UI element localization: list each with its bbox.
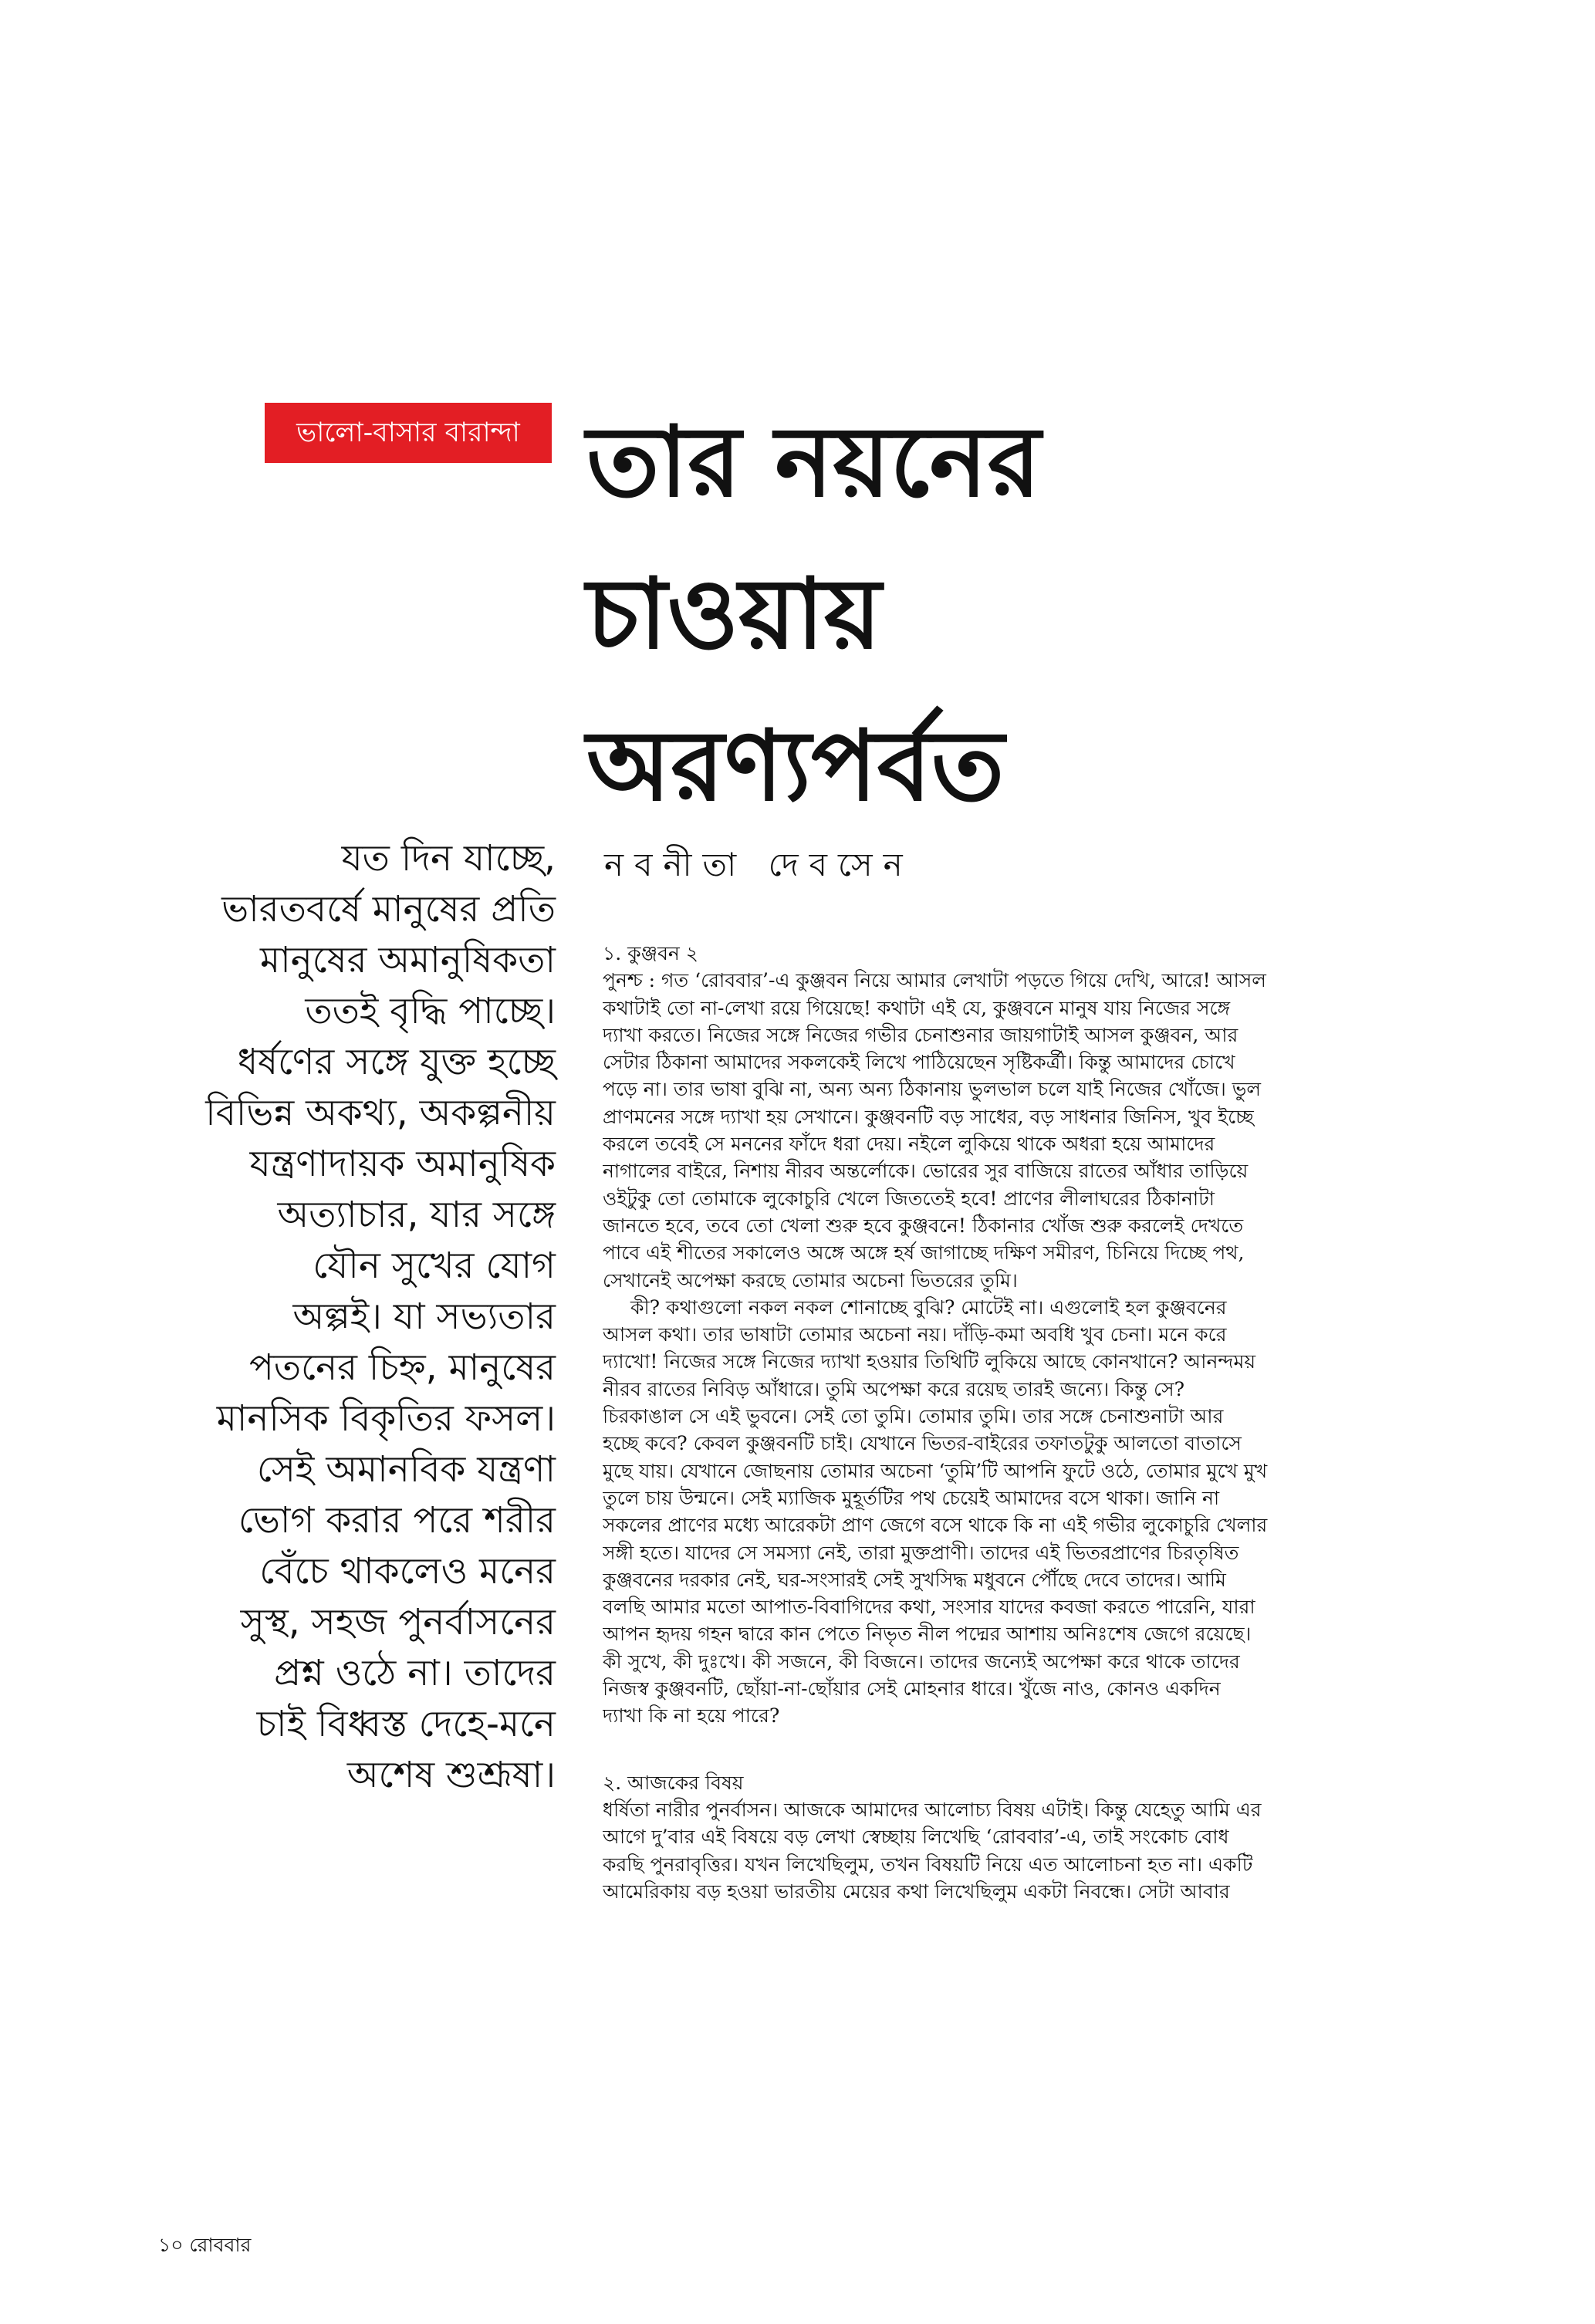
text-line: কুঞ্জবনের দরকার নেই, ঘর-সংসারই সেই সুখসিদ্ধ মধুবনে পৌঁছে দেবে তাদের। আমি [603,1568,1226,1591]
pull-quote-line: মানুষের অমানুষিকতা [260,939,556,981]
text-line: কথাটাই তো না-লেখা রয়ে গিয়েছে! কথাটা এই যে, কুঞ্জবনে মানুষ যায় নিজের সঙ্গে [603,996,1231,1019]
text-line: দ্যাখো! নিজের সঙ্গে নিজের দ্যাখা হওয়ার তিথিটি লুকিয়ে আছে কোনখানে? আনন্দময় [603,1350,1256,1373]
text-line: আপন হৃদয় গহন দ্বারে কান পেতে নিভৃত নীল পদ্মের আশায় অনিঃশেষ জেগে রয়েছে। [603,1623,1252,1646]
pull-quote-line: অত্যাচার, যার সঙ্গে [277,1194,556,1236]
text-line: সেখানেই অপেক্ষা করছে তোমার অচেনা ভিতরের তুমি। [603,1268,1018,1292]
section-gap [603,1730,1441,1769]
pull-quote-line: অল্পই। যা সভ্যতার [292,1295,556,1338]
text-line: পড়ে না। তার ভাষা বুঝি না, অন্য অন্য ঠিকানায় ভুলভাল চলে যাই নিজের খোঁজে। ভুল [603,1078,1262,1101]
text-line: নিজস্ব কুঞ্জবনটি, ছোঁয়া-না-ছোঁয়ার সেই মোহনার ধারে। খুঁজে নাও, কোনও একদিন [603,1677,1221,1701]
text-line: তুলে চায় উন্মনে। সেই ম্যাজিক মুহূর্তটির পথ চেয়েই আমাদের বসে থাকা। জানি না [603,1486,1220,1509]
pull-quote-line: মানসিক বিকৃতির ফসল। [216,1397,556,1440]
pull-quote-line: সেই অমানবিক যন্ত্রণা [256,1448,556,1491]
pull-quote-line: ভারতবর্ষে মানুষের প্রতি [221,888,556,931]
text-line: করছি পুনরাবৃত্তির। যখন লিখেছিলুম, তখন বিষয়টি নিয়ে এত আলোচনা হত না। একটি [603,1853,1253,1876]
section-heading: ১. কুঞ্জবন ২ [603,942,699,964]
text-line: কী? কথাগুলো নকল নকল শোনাচ্ছে বুঝি? মোটেই না। এগুলোই হল কুঞ্জবনের [630,1295,1227,1319]
pull-quote-line: চাই বিধ্বস্ত দেহে-মনে [256,1703,556,1745]
text-line: সকলের প্রাণের মধ্যে আরেকটা প্রাণ জেগে বসে থাকে কি না এই গভীর লুকোচুরি খেলার [603,1514,1268,1537]
pull-quote-line: বিভিন্ন অকথ্য, অকল্পনীয় [205,1092,556,1134]
headline-line: অরণ্যপর্বত [586,709,1005,823]
article-body [603,940,1441,1905]
author-byline: নবনীতা দেবসেন [604,846,914,883]
text-line: আসল কথা। তার ভাষাটা তোমার অচেনা নয়। দাঁড়ি-কমা অবধি খুব চেনা। মনে করে [603,1323,1227,1346]
page-folio: ১০ রোববার [158,2234,252,2256]
text-line: দ্যাখা করতে। নিজের সঙ্গে নিজের গভীর চেনাশুনার জায়গাটাই আসল কুঞ্জবন, আর [603,1023,1238,1046]
paragraph [603,967,1441,1294]
pull-quote-line: ধর্ষণের সঙ্গে যুক্ত হচ্ছে [237,1041,556,1083]
text-line: নীরব রাতের নিবিড় আঁধারে। তুমি অপেক্ষা করে রয়েছ তারই জন্যে। কিন্তু সে? [603,1377,1185,1400]
pull-quote-line: প্রশ্ন ওঠে না। তাদের [274,1652,556,1694]
text-line: হচ্ছে কবে? কেবল কুঞ্জবনটি চাই। যেখানে ভিতর-বাইরের তফাতটুকু আলতো বাতাসে [603,1432,1242,1455]
text-line: সঙ্গী হতে। যাদের সে সমস্যা নেই, তারা মুক্তপ্রাণী। তাদের এই ভিতরপ্রাণের চিরতৃষিত [603,1541,1239,1564]
pull-quote-line: বেঁচে থাকলেও মনের [259,1550,556,1593]
pull-quote-line: অশেষ শুশ্রূষা। [346,1754,556,1796]
pull-quote [135,833,556,1801]
text-line: বলছি আমার মতো আপাত-বিবাগিদের কথা, সংসার যাদের কবজা করতে পারেনি, যারা [603,1596,1255,1619]
text-line: আগে দু’বার এই বিষয়ে বড় লেখা স্বেচ্ছায় লিখেছি ‘রোববার’-এ, তাই সংকোচ বোধ [603,1826,1229,1849]
text-line: চিরকাঙাল সে এই ভুবনে। সেই তো তুমি। তোমার তুমি। তার সঙ্গে চেনাশুনাটা আর [603,1405,1224,1428]
text-line: করলে তবেই সে মননের ফাঁদে ধরা দেয়। নইলে লুকিয়ে থাকে অধরা হয়ে আমাদের [603,1133,1215,1156]
text-line: মুছে যায়। যেখানে জোছনায় তোমার অচেনা ‘তুমি’টি আপনি ফুটে ওঠে, তোমার মুখে মুখ [603,1459,1268,1482]
text-line: পাবে এই শীতের সকালেও অঙ্গে অঙ্গে হর্ষ জাগাচ্ছে দক্ষিণ সমীরণ, চিনিয়ে দিচ্ছে পথ, [603,1241,1245,1265]
text-line: কী সুখে, কী দুঃখে। কী সজনে, কী বিজনে। তাদের জন্যেই অপেক্ষা করে থাকে তাদের [603,1650,1240,1673]
text-line: ধর্ষিতা নারীর পুনর্বাসন। আজকে আমাদের আলোচ্য বিষয় এটাই। কিন্তু যেহেতু আমি এর [603,1798,1262,1821]
pull-quote-line: যন্ত্রণাদায়ক অমানুষিক [249,1143,556,1185]
pull-quote-line: যৌন সুখের যোগ [313,1245,556,1287]
text-line: সেটার ঠিকানা আমাদের সকলকেই লিখে পাঠিয়েছেন সৃষ্টিকর্ত্রী। কিন্তু আমাদের চোখে [603,1051,1235,1074]
text-line: প্রাণমনের সঙ্গে দ্যাখা হয় সেখানে। কুঞ্জবনটি বড় সাধের, বড় সাধনার জিনিস, খুব ইচ্ছে [603,1105,1254,1128]
text-line: আমেরিকায় বড় হওয়া ভারতীয় মেয়ের কথা লিখেছিলুম একটা নিবন্ধে। সেটা আবার [603,1880,1230,1903]
text-line: জানতে হবে, তবে তো খেলা শুরু হবে কুঞ্জবনে! ঠিকানার খোঁজ শুরু করলেই দেখতে [603,1214,1244,1237]
section-heading: ২. আজকের বিষয় [603,1771,744,1794]
headline [586,386,1435,842]
column-tag: ভালো-বাসার বারান্দা [265,403,552,463]
pull-quote-line: যত দিন যাচ্ছে, [341,837,556,880]
paragraph [603,1294,1441,1730]
text-line: পুনশ্চ : গত ‘রোববার’-এ কুঞ্জবন নিয়ে আমার লেখাটা পড়তে গিয়ে দেখি, আরে! আসল [603,969,1266,992]
pull-quote-line: সুস্থ, সহজ পুনর্বাসনের [240,1601,556,1643]
pull-quote-line: ভোগ করার পরে শরীর [238,1499,556,1542]
text-line: নাগালের বাইরে, নিশায় নীরব অন্তর্লোকে। ভোরের সুর বাজিয়ে রাতের আঁধার তাড়িয়ে [603,1160,1249,1183]
paragraph [603,1796,1441,1905]
text-line: দ্যাখা কি না হয়ে পারে? [603,1704,780,1728]
pull-quote-line: পতনের চিহ্ন, মানুষের [249,1346,556,1389]
text-line: ওইটুকু তো তোমাকে লুকোচুরি খেলে জিততেই হবে! প্রাণের লীলাঘরের ঠিকানাটা [603,1187,1215,1210]
headline-line: চাওয়ায় [586,557,882,671]
headline-line: তার নয়নের [586,405,1041,519]
pull-quote-line: ততই বৃদ্ধি পাচ্ছে। [305,990,556,1032]
